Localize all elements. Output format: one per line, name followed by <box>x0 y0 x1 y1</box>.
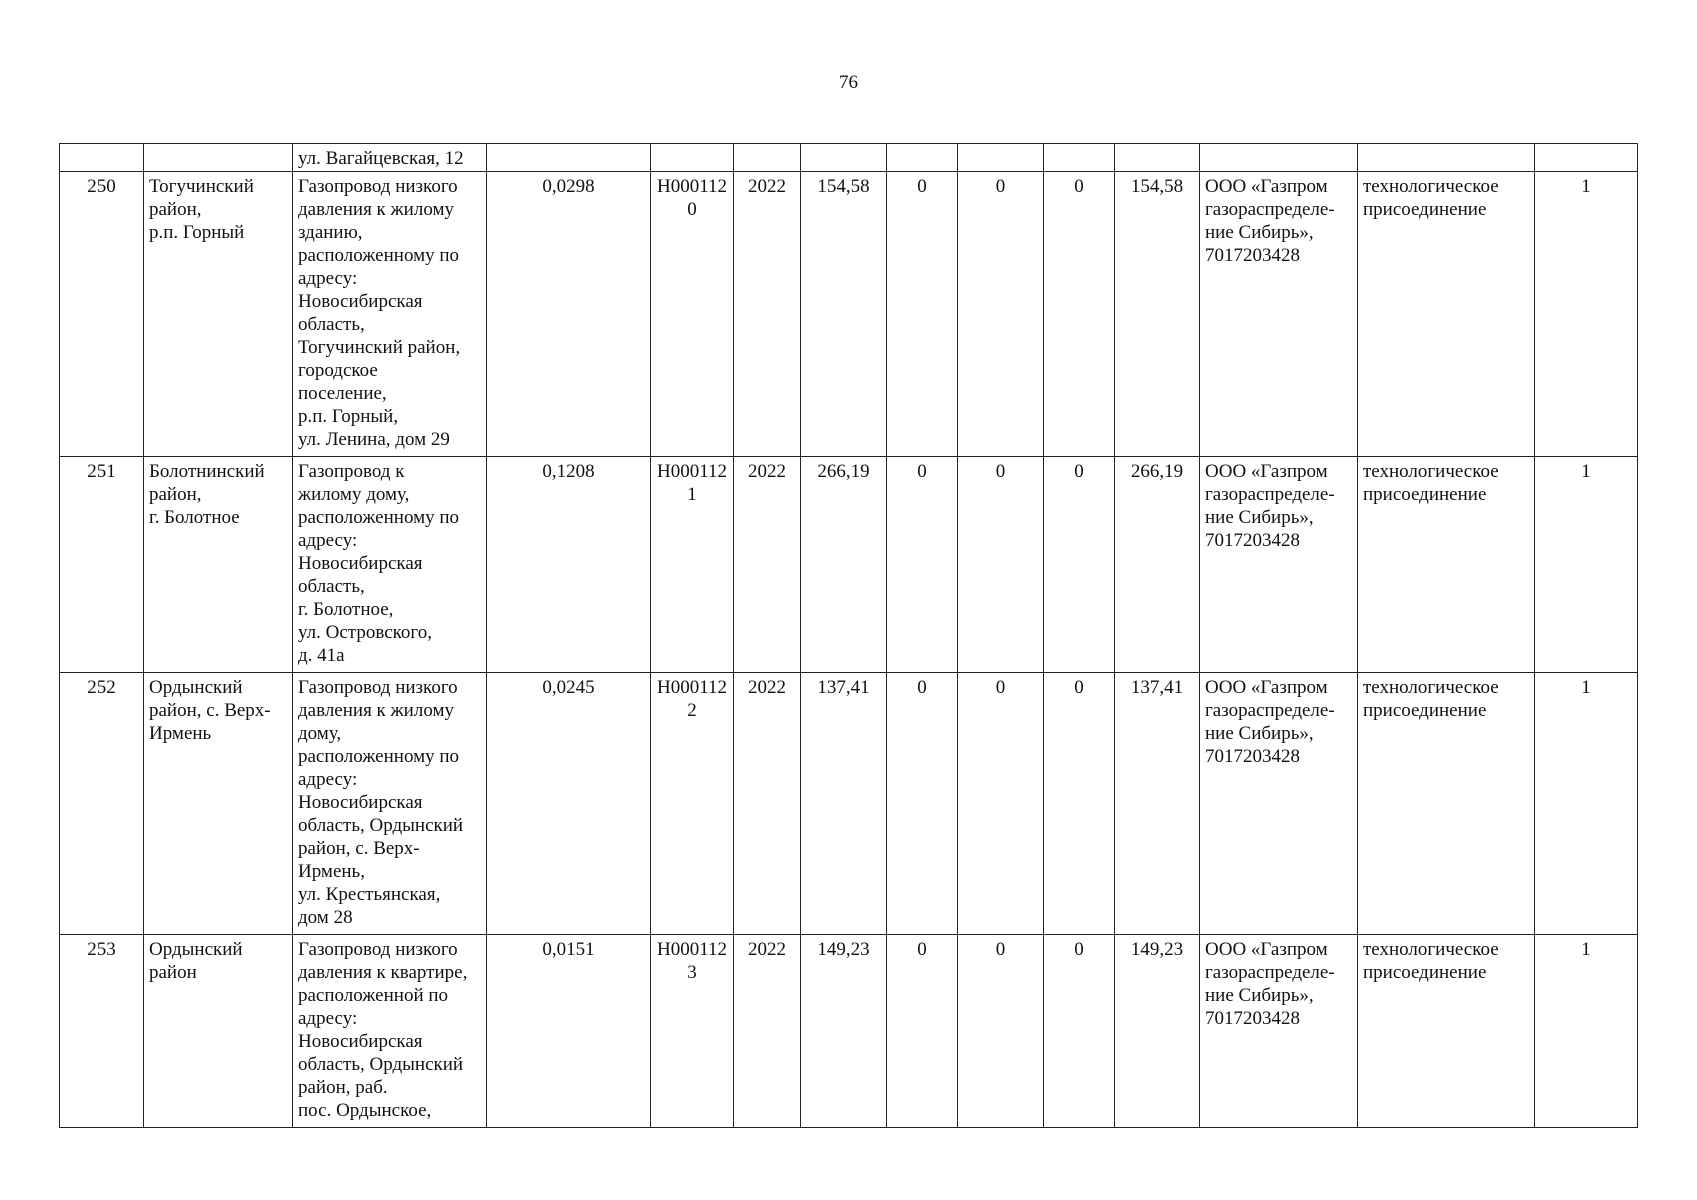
cell-organization: ООО «Газпром газораспределе- ние Сибирь», 7017203428 <box>1200 457 1358 673</box>
cell-object: Газопровод к жилому дому, расположенному по адресу: Новосибирская область, г. Болотное, ул. Островского, д. 41а <box>293 457 487 673</box>
table-row-continuation <box>60 144 1638 172</box>
cell-code: Н000112 2 <box>651 673 734 935</box>
cell-quantity: 1 <box>1535 673 1638 935</box>
cell-length: 0,0151 <box>487 935 651 1128</box>
cell-quantity <box>1535 144 1638 172</box>
cell-object: ул. Вагайцевская, 12 <box>293 144 487 172</box>
cell-value-1: 149,23 <box>801 935 887 1128</box>
cell-location: Болотнинский район, г. Болотное <box>144 457 293 673</box>
cell-value-5: 137,41 <box>1115 673 1200 935</box>
cell-object: Газопровод низкого давления к жилому дому, расположенному по адресу: Новосибирская область, Ордынский район, с. Верх- Ирмень, ул. Крестьянская, дом 28 <box>293 673 487 935</box>
cell-value-3: 0 <box>958 935 1044 1128</box>
cell-length: 0,0245 <box>487 673 651 935</box>
cell-value-2: 0 <box>887 935 958 1128</box>
cell-year: 2022 <box>734 457 801 673</box>
cell-quantity: 1 <box>1535 457 1638 673</box>
cell-basis <box>1358 144 1535 172</box>
cell-organization: ООО «Газпром газораспределе- ние Сибирь», 7017203428 <box>1200 172 1358 457</box>
table-row <box>60 935 1638 1128</box>
cell-value-2: 0 <box>887 457 958 673</box>
cell-value-1: 154,58 <box>801 172 887 457</box>
cell-location: Ордынский район, с. Верх- Ирмень <box>144 673 293 935</box>
cell-year: 2022 <box>734 935 801 1128</box>
cell-quantity: 1 <box>1535 172 1638 457</box>
cell-value-4 <box>1044 144 1115 172</box>
cell-number: 251 <box>60 457 144 673</box>
cell-basis: технологическое присоединение <box>1358 457 1535 673</box>
cell-length: 0,1208 <box>487 457 651 673</box>
cell-year <box>734 144 801 172</box>
cell-value-3: 0 <box>958 172 1044 457</box>
cell-value-5 <box>1115 144 1200 172</box>
cell-organization: ООО «Газпром газораспределе- ние Сибирь», 7017203428 <box>1200 673 1358 935</box>
cell-quantity: 1 <box>1535 935 1638 1128</box>
cell-basis: технологическое присоединение <box>1358 673 1535 935</box>
cell-code: Н000112 1 <box>651 457 734 673</box>
cell-object: Газопровод низкого давления к квартире, расположенной по адресу: Новосибирская область, Ордынский район, раб. пос. Ордынское, <box>293 935 487 1128</box>
cell-organization <box>1200 144 1358 172</box>
cell-basis: технологическое присоединение <box>1358 935 1535 1128</box>
cell-value-4: 0 <box>1044 935 1115 1128</box>
cell-length: 0,0298 <box>487 172 651 457</box>
cell-basis: технологическое присоединение <box>1358 172 1535 457</box>
cell-value-3: 0 <box>958 457 1044 673</box>
page-number: 76 <box>839 72 858 93</box>
cell-location <box>144 144 293 172</box>
cell-value-3 <box>958 144 1044 172</box>
cell-value-4: 0 <box>1044 172 1115 457</box>
cell-code <box>651 144 734 172</box>
table-row <box>60 457 1638 673</box>
cell-value-2 <box>887 144 958 172</box>
cell-value-5: 149,23 <box>1115 935 1200 1128</box>
cell-value-3: 0 <box>958 673 1044 935</box>
cell-number: 253 <box>60 935 144 1128</box>
cell-value-5: 154,58 <box>1115 172 1200 457</box>
cell-value-1 <box>801 144 887 172</box>
table-row <box>60 172 1638 457</box>
cell-number: 250 <box>60 172 144 457</box>
cell-year: 2022 <box>734 172 801 457</box>
cell-value-4: 0 <box>1044 673 1115 935</box>
cell-year: 2022 <box>734 673 801 935</box>
cell-value-2: 0 <box>887 673 958 935</box>
cell-value-1: 137,41 <box>801 673 887 935</box>
cell-value-5: 266,19 <box>1115 457 1200 673</box>
cell-location: Ордынский район <box>144 935 293 1128</box>
cell-code: Н000112 3 <box>651 935 734 1128</box>
cell-object: Газопровод низкого давления к жилому зданию, расположенному по адресу: Новосибирская область, Тогучинский район, городское поселение, р.п. Горный, ул. Ленина, дом 29 <box>293 172 487 457</box>
cell-number: 252 <box>60 673 144 935</box>
cell-number <box>60 144 144 172</box>
cell-value-2: 0 <box>887 172 958 457</box>
table-row <box>60 673 1638 935</box>
cell-location: Тогучинский район, р.п. Горный <box>144 172 293 457</box>
cell-code: Н000112 0 <box>651 172 734 457</box>
cell-value-4: 0 <box>1044 457 1115 673</box>
cell-value-1: 266,19 <box>801 457 887 673</box>
registry-table <box>59 143 1638 1128</box>
cell-length <box>487 144 651 172</box>
cell-organization: ООО «Газпром газораспределе- ние Сибирь», 7017203428 <box>1200 935 1358 1128</box>
